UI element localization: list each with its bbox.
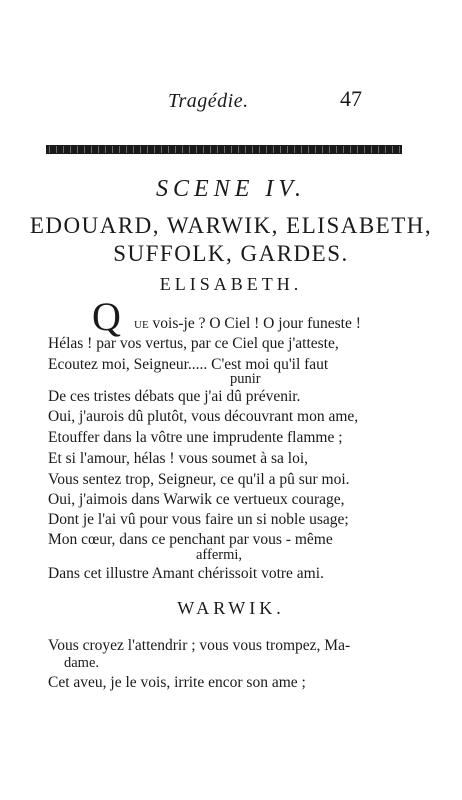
scene-characters-line-2: SUFFOLK, GARDES. [113, 241, 349, 266]
verse-line: Dont je l'ai vû pour vous faire un si noble usage; [48, 511, 349, 528]
verse-line: Oui, j'aurois dû plutôt, vous découvrant mon ame, [48, 408, 359, 425]
speaker-name: WARWIK. [177, 598, 285, 618]
drop-cap: Q [92, 294, 121, 339]
verse-line: Et si l'amour, hélas ! vous soumet à sa loi, [48, 450, 309, 467]
verse-line: Cet aveu, je le vois, irrite encor son ame ; [48, 674, 306, 691]
running-title: Tragédie. [168, 90, 249, 112]
verse-line-continuation: affermi, [196, 547, 243, 563]
verse-line: Dans cet illustre Amant chérissoit votre ami. [48, 565, 324, 582]
page-header [40, 86, 400, 118]
scene-title: SCENE IV. [156, 176, 306, 202]
verse-line: Ecoutez moi, Seigneur..... C'est moi qu'il faut [48, 356, 329, 373]
ornament-rule [46, 145, 402, 154]
verse-line: Etouffer dans la vôtre une imprudente flamme ; [48, 429, 343, 446]
verse-small-caps: ue [134, 315, 149, 332]
verse-line-continuation: dame. [64, 655, 100, 671]
verse-line: Oui, j'aimois dans Warwik ce vertueux courage, [48, 491, 345, 508]
verse-line: Hélas ! par vos vertus, par ce Ciel que j'atteste, [48, 335, 339, 352]
page-number: 47 [340, 86, 362, 111]
verse-line [134, 314, 462, 333]
verse-line: De ces tristes débats que j'ai dû prévenir. [48, 388, 301, 405]
verse-line: Vous croyez l'attendrir ; vous vous trompez, Ma- [48, 637, 351, 654]
scene-characters-line-1: EDOUARD, WARWIK, ELISABETH, [29, 213, 433, 238]
verse-text: vois-je ? O Ciel ! O jour funeste ! [148, 315, 361, 332]
verse-line-continuation: punir [230, 371, 261, 387]
speaker-name: ELISABETH. [159, 274, 303, 294]
verse-line: Mon cœur, dans ce penchant par vous - même [48, 531, 333, 548]
verse-line: Vous sentez trop, Seigneur, ce qu'il a pû sur moi. [48, 471, 350, 488]
